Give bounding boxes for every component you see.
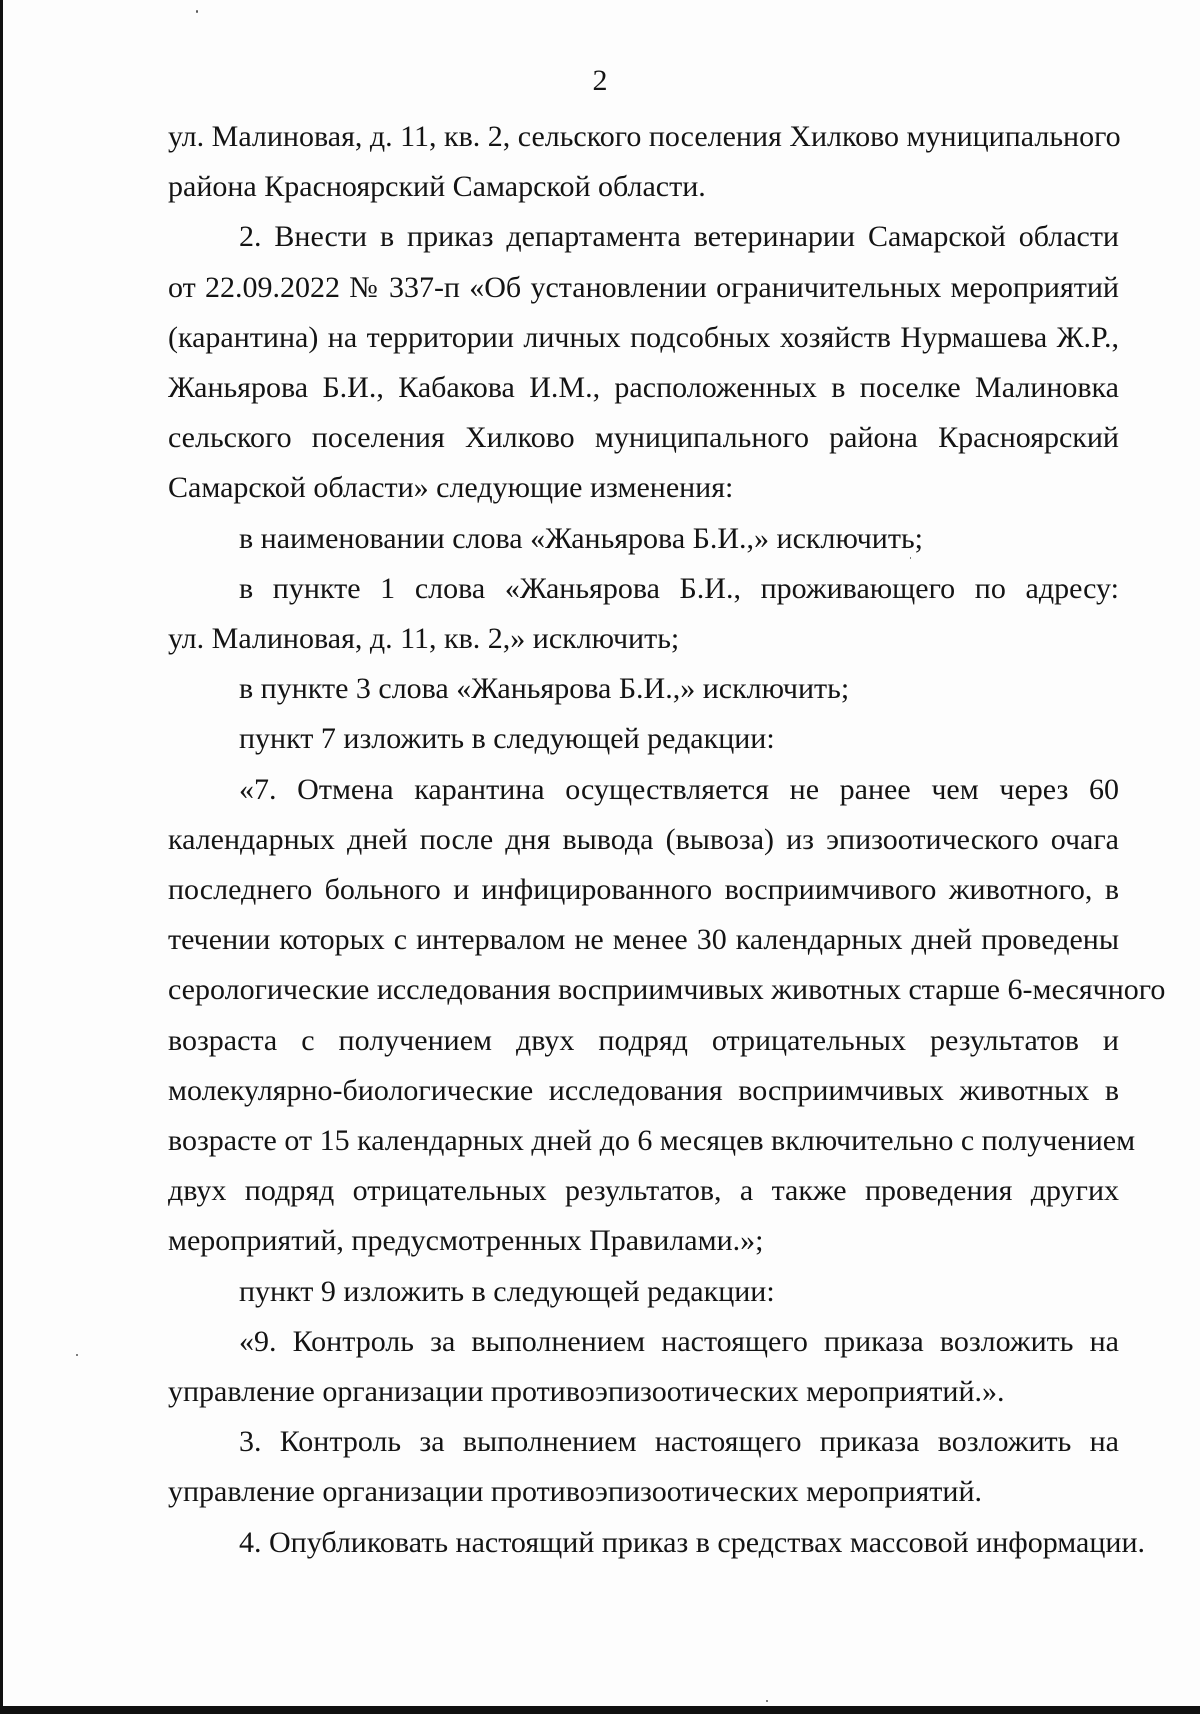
text-line: ул. Малиновая, д. 11, кв. 2, сельского поселения Хилково муниципального [168,120,1121,153]
text-line: мероприятий, предусмотренных Правилами.»; [168,1224,764,1258]
scan-edge-bottom [0,1706,1200,1714]
page-number: 2 [592,64,608,97]
text-line: течении которых с интервалом не менее 30 календарных дней проведены [168,923,1119,957]
text-line: сельского поселения Хилково муниципального района Красноярский [168,421,1119,455]
text-line: пункт 9 изложить в следующей редакции: [239,1274,775,1308]
scan-speck [76,1354,78,1356]
text-line: в наименовании слова «Жаньярова Б.И.,» исключить; [239,521,923,555]
document-body [168,112,1166,1568]
text-line: Жаньярова Б.И., Кабакова И.М., расположенных в поселке Малиновка [168,371,1119,405]
text-line: (карантина) на территории личных подсобных хозяйств Нурмашева Ж.Р., [168,320,1119,354]
text-line: в пункте 3 слова «Жаньярова Б.И.,» исключить; [239,672,850,706]
text-line: 4. Опубликовать настоящий приказ в средствах массовой информации. [239,1525,1146,1559]
text-line: «7. Отмена карантина осуществляется не ранее чем через 60 [239,772,1119,806]
text-line: района Красноярский Самарской области. [168,170,706,204]
text-line: 2. Внести в приказ департамента ветеринарии Самарской области [239,220,1119,254]
scan-speck [196,10,198,13]
text-line: ул. Малиновая, д. 11, кв. 2,» исключить; [168,622,680,656]
scan-speck [766,1700,768,1702]
text-line: возрасте от 15 календарных дней до 6 месяцев включительно с получением [168,1124,1136,1158]
text-line: последнего больного и инфицированного восприимчивого животного, в [168,873,1119,907]
text-line: молекулярно-биологические исследования восприимчивых животных в [168,1073,1119,1107]
text-line: серологические исследования восприимчивых животных старше 6-месячного [168,973,1166,1007]
text-line: управление организации противоэпизоотических мероприятий.». [168,1375,1005,1409]
text-line: в пункте 1 слова «Жаньярова Б.И., проживающего по адресу: [239,571,1119,605]
text-line: от 22.09.2022 № 337-п «Об установлении ограничительных мероприятий [168,270,1119,304]
text-line: «9. Контроль за выполнением настоящего приказа возложить на [239,1324,1119,1358]
text-line: управление организации противоэпизоотических мероприятий. [168,1475,983,1509]
text-line: 3. Контроль за выполнением настоящего приказа возложить на [239,1425,1119,1459]
text-line: возраста с получением двух подряд отрицательных результатов и [168,1023,1119,1057]
text-line: Самарской области» следующие изменения: [168,471,734,505]
text-line: двух подряд отрицательных результатов, а также проведения других [168,1174,1119,1208]
scan-edge-left [0,0,3,1714]
text-line: календарных дней после дня вывода (вывоза) из эпизоотического очага [168,822,1119,856]
text-line: пункт 7 изложить в следующей редакции: [239,722,775,756]
